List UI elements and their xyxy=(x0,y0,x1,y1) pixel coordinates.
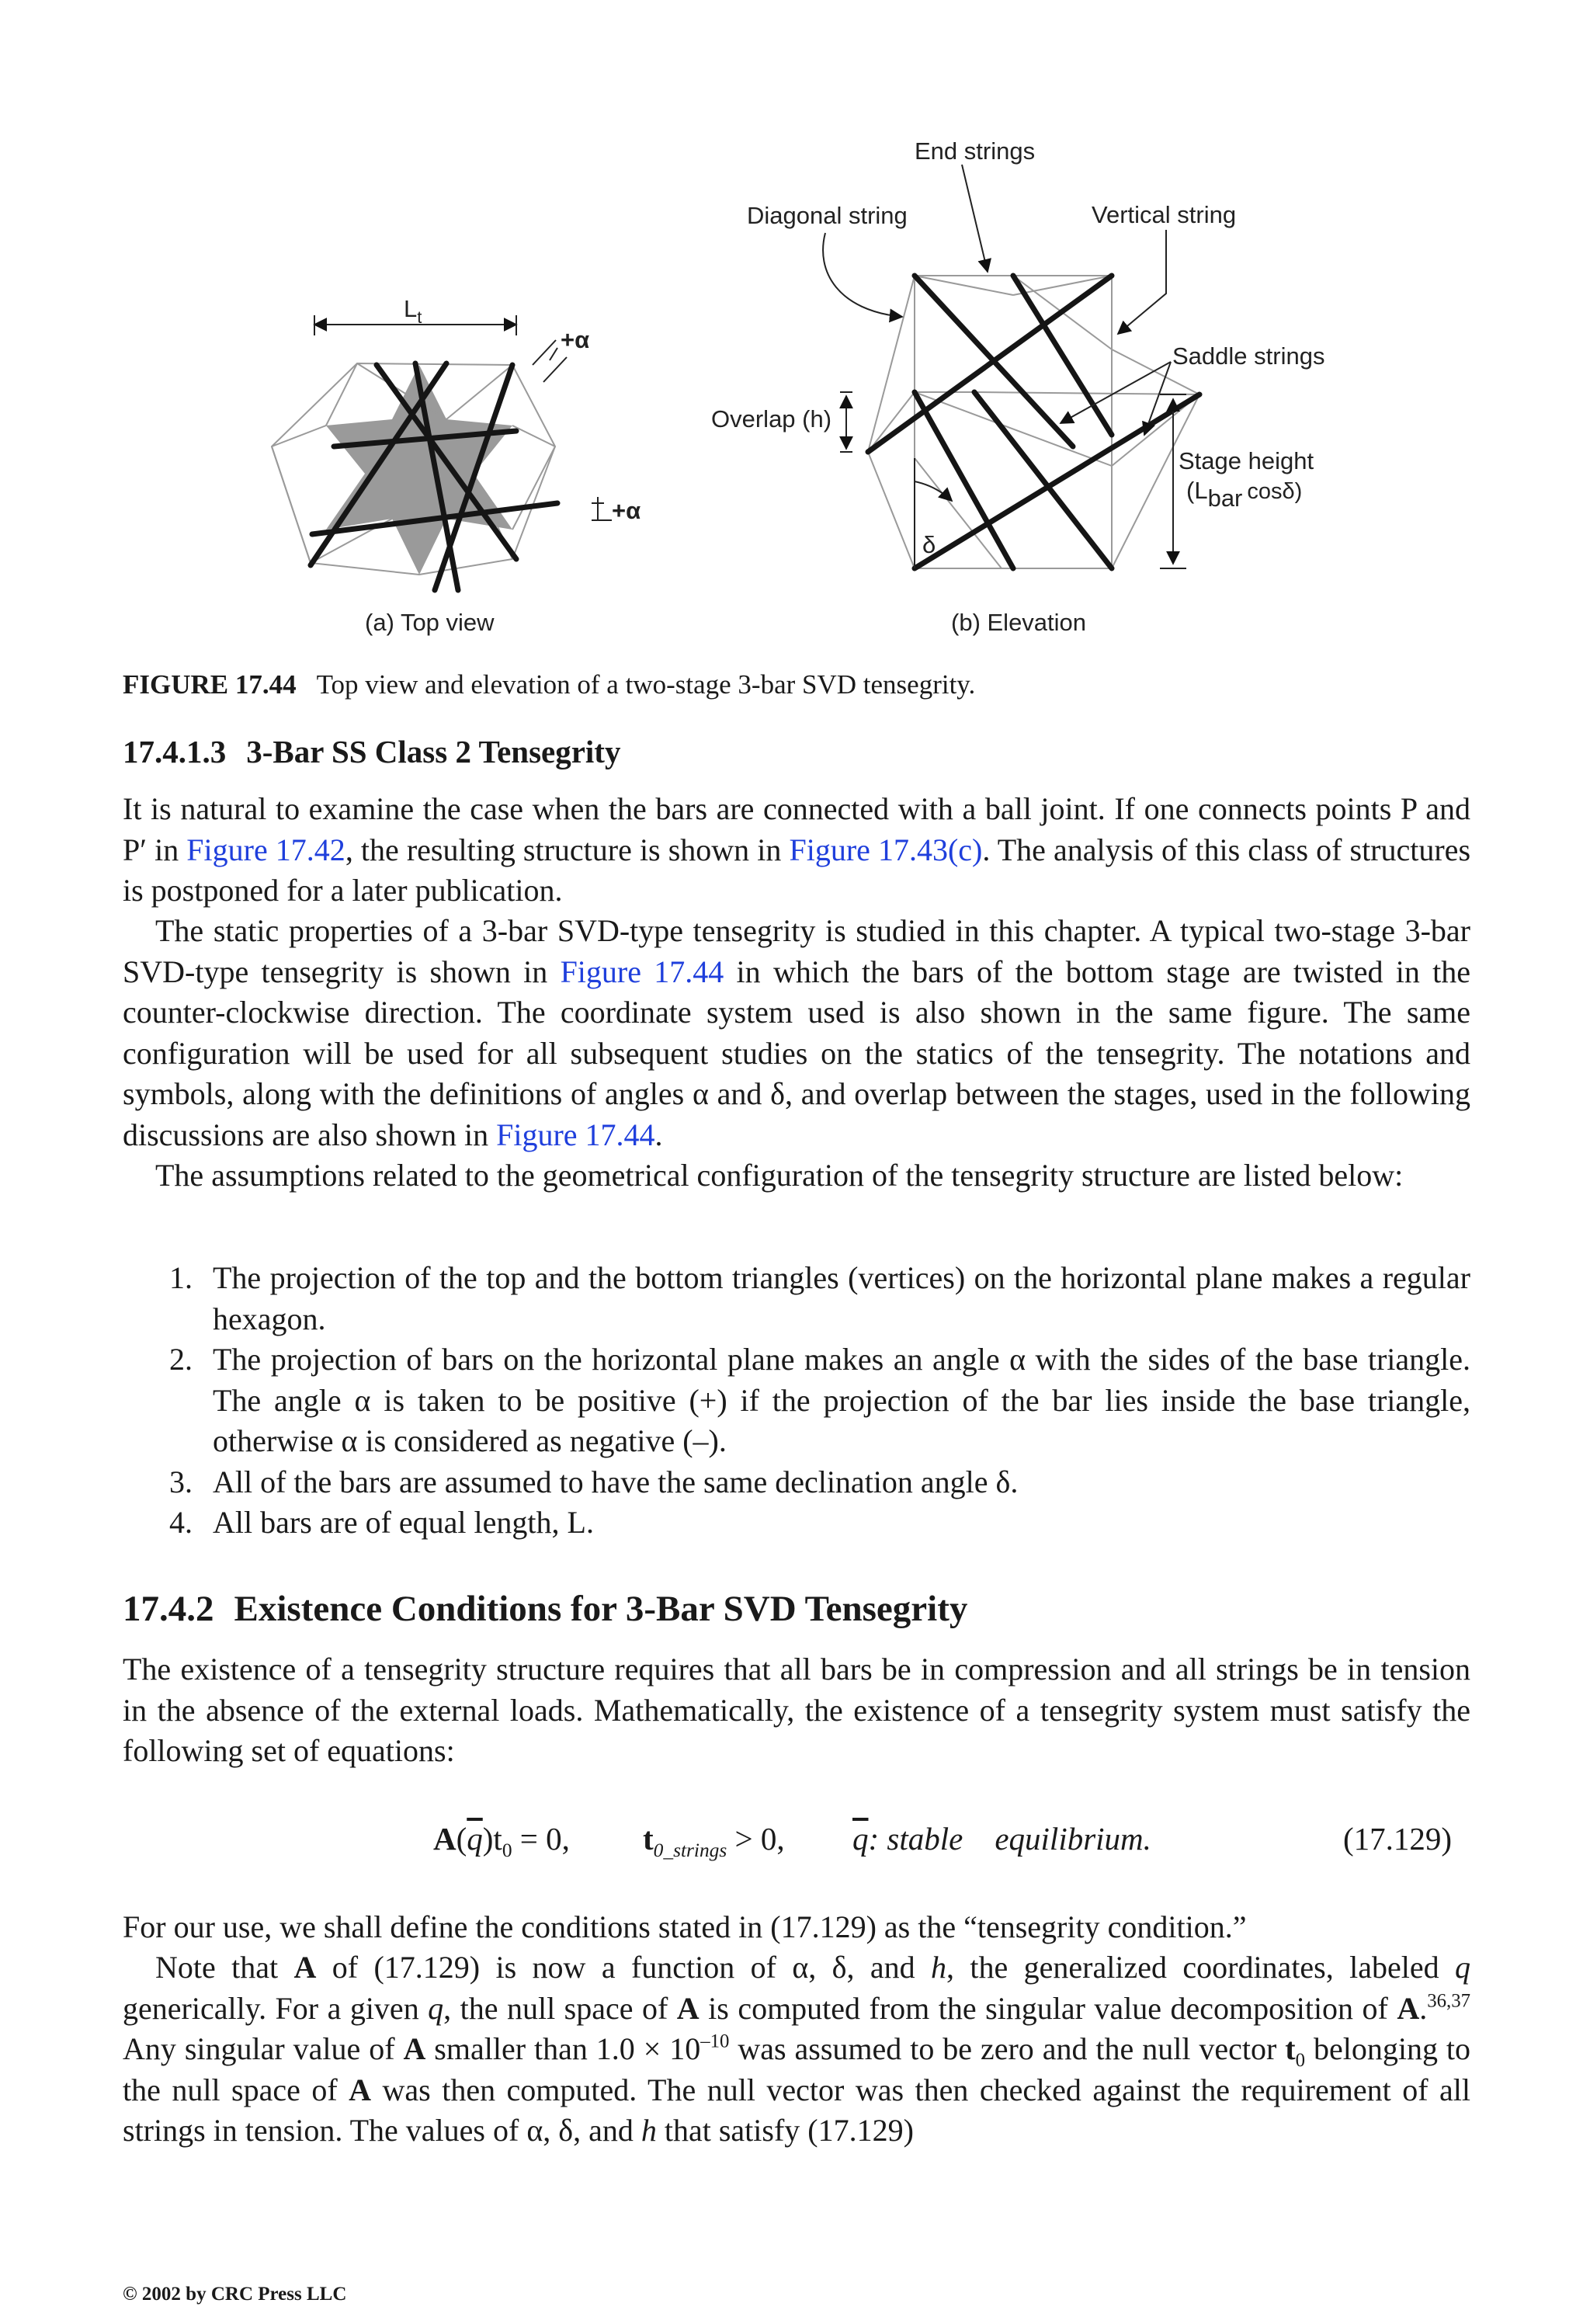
stage-height-label-1: Stage height xyxy=(1179,447,1314,474)
assumptions-list xyxy=(169,1258,1470,1544)
figure-17-44-link-1[interactable]: Figure 17.44 xyxy=(560,954,724,989)
caption-number: FIGURE 17.44 xyxy=(123,669,297,700)
paragraph-existence: The existence of a tensegrity structure requires that all bars be in compression and all strings be in tension in the absence of the external loads. Mathematically, the existence of a tensegrity system must satisfy the following set of equations: xyxy=(123,1652,1470,1768)
list-item: 3. All of the bars are assumed to have the same declination angle δ. xyxy=(169,1464,1019,1499)
section-heading-17-4-2: 17.4.2 Existence Conditions for 3-Bar SVD Tensegrity xyxy=(123,1589,968,1629)
vertical-string-leader xyxy=(1118,230,1166,334)
paragraph-ball-joint: It is natural to examine the case when the bars are connected with a ball joint. If one connects points P and P′ in Figure 17.42, the resulting structure is shown in Figure 17.43(c). The analysis of this class of structures is postponed for a later publication. xyxy=(123,791,1471,908)
stage-height-label-2: (Lbar cosδ) xyxy=(1186,477,1303,512)
paragraph-null-space: Note that A of (17.129) is now a function of α, δ, and h, the generalized coordinates, labeled q generically. For a given q, the null space of A is computed from the singular value decomposition of A.$^{36,37}$ Any singular value of A smaller than $1.0 \times 10^{-10}$ was assumed to be zero and the null vector $t_0$ belonging to the null space of A was then computed. The null vector was then checked against the requirement of all strings in tension. The values of α, δ, and h that satisfy (17.129) xyxy=(123,1950,1471,2148)
figure-caption xyxy=(123,669,975,700)
diagonal-string-leader xyxy=(823,233,902,317)
equation-part-3: $\overline{q}$: stable equilibrium. xyxy=(852,1821,1151,1857)
figure-17-44 xyxy=(0,0,1590,683)
equation-number: (17.129) xyxy=(1343,1821,1453,1857)
stage-height-marker xyxy=(1160,394,1186,568)
top-view-label: (a) Top view xyxy=(365,609,495,636)
plus-alpha-label-2: +α xyxy=(612,497,641,524)
list-item: 4. All bars are of equal length, L. xyxy=(169,1505,594,1540)
list-item: 1. The projection of the top and the bottom triangles (vertices) on the horizontal plane makes a regular hexagon. xyxy=(169,1260,1470,1336)
figure-17-42-link[interactable]: Figure 17.42 xyxy=(186,832,345,867)
vertical-string-label: Vertical string xyxy=(1092,201,1237,228)
end-strings-label: End strings xyxy=(915,137,1036,165)
caption-text: Top view and elevation of a two-stage 3-bar SVD tensegrity. xyxy=(316,669,976,700)
end-strings-leader xyxy=(962,165,988,272)
equation-part-2: $t_{0\_strings} > 0$, xyxy=(643,1821,785,1862)
alpha-marks xyxy=(533,340,612,520)
overlap-label: Overlap (h) xyxy=(711,405,832,432)
paragraph-assumptions: The assumptions related to the geometrical configuration of the tensegrity structure are listed below: xyxy=(155,1158,1404,1193)
copyright-footer: © 2002 by CRC Press LLC xyxy=(123,2284,347,2305)
paragraph-static-properties: The static properties of a 3-bar SVD-type tensegrity is studied in this chapter. A typical two-stage 3-bar SVD-type tensegrity is shown in Figure 17.44 in which the bars of the bottom stage are twisted in the counter-clockwise direction. The coordinate system used is also shown in the same figure. The same configuration will be used for all subsequent studies on the statics of the tensegrity. The notations and symbols, along with the definitions of angles α and δ, and overlap between the stages, used in the following discussions are also shown in Figure 17.44. xyxy=(123,913,1471,1152)
top-view-diagram xyxy=(272,295,641,636)
elevation-label: (b) Elevation xyxy=(951,609,1087,636)
saddle-strings-label: Saddle strings xyxy=(1172,342,1325,370)
figure-17-44-link-2[interactable]: Figure 17.44 xyxy=(496,1117,655,1152)
citation-36-37: 36,37 xyxy=(1427,1990,1471,2012)
delta-label: δ xyxy=(922,531,936,558)
lt-label: $L_t$ xyxy=(404,295,422,327)
equation-part-1: $A(\overline{q})t_0 = 0$, xyxy=(433,1821,570,1862)
section-heading-17-4-1-3: 17.4.1.3 3-Bar SS Class 2 Tensegrity xyxy=(123,734,621,769)
diagonal-string-label: Diagonal string xyxy=(747,202,908,229)
elevation-diagram xyxy=(711,137,1324,636)
overlap-marker xyxy=(840,392,852,452)
list-item: 2. The projection of bars on the horizontal plane makes an angle α with the sides of the base triangle. The angle α is taken to be positive (+) if the projection of the bar lies inside the base triangle, otherwise α is considered as negative (–). xyxy=(169,1342,1470,1458)
paragraph-tensegrity-condition: For our use, we shall define the conditions stated in (17.129) as the “tensegrity condition.” xyxy=(123,1909,1247,1944)
plus-alpha-label-1: +α xyxy=(561,326,590,353)
figure-17-43c-link[interactable]: Figure 17.43(c) xyxy=(789,832,983,867)
